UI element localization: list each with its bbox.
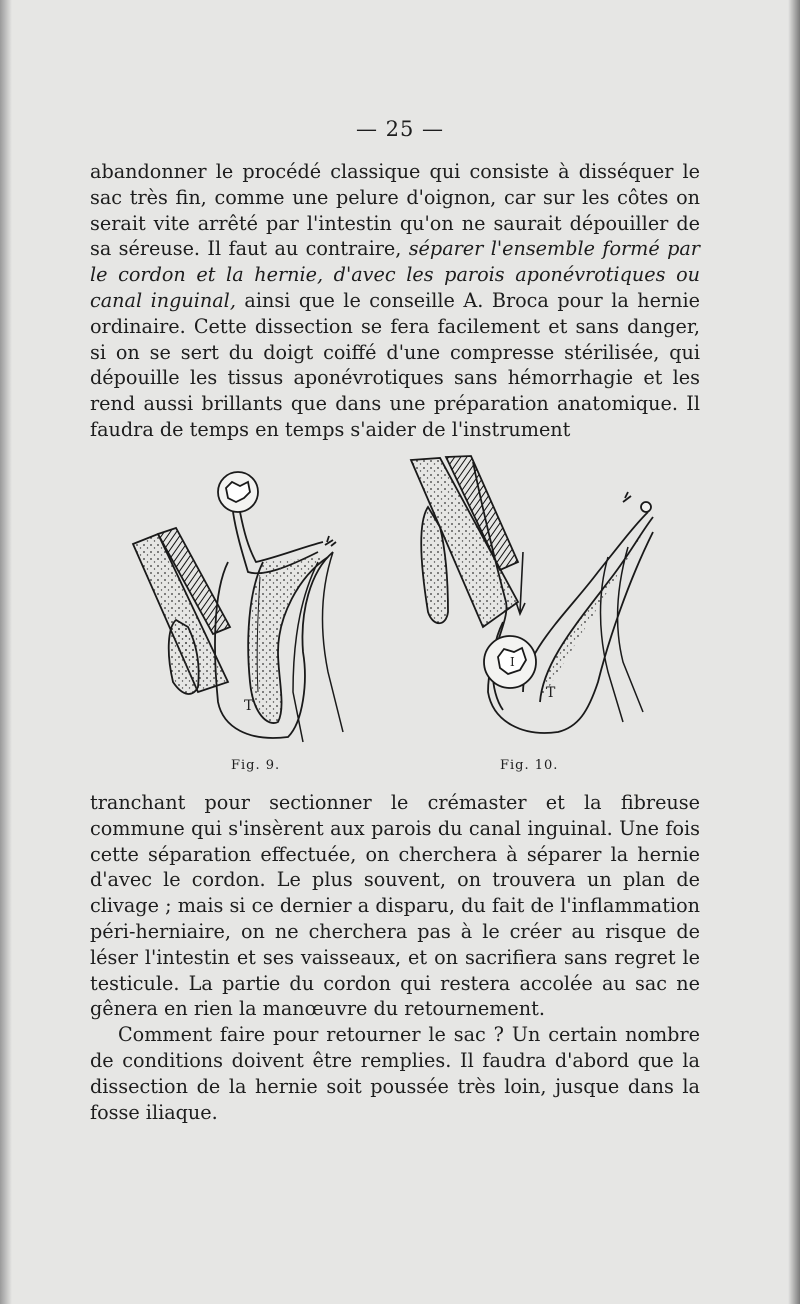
figure-9-drawing xyxy=(133,472,343,742)
figure-10-caption: Fig. 10. xyxy=(500,758,559,773)
anatomical-figures xyxy=(128,452,688,752)
fig10-label-T: T xyxy=(546,685,556,701)
paragraph-continuation: tranchant pour sectionner le crémaster et la fibreuse commune qui s'insèrent aux parois du canal inguinal. Une fois cette séparation effectuée, on cherchera à séparer la hernie d'avec le cordon. Le plus souvent, on trouvera un plan de clivage ; mais si ce dernier a disparu, du fait de l'inflammation péri-herniaire, on ne cherchera pas à le créer au risque de léser l'intestin et ses vaisseaux, et on sacrifiera sans regret le testicule. La partie du cordon qui restera accolée au sac ne gênera en rien la manœuvre du retournement. xyxy=(90,791,700,1021)
text-run-normal-1: abandonner le procédé classique qui consiste à disséquer le sac très fin, comme une pelure d'oignon, car sur les côtes on serait vite arrêté par l'intestin qu'on ne saurait dépouiller de sa séreuse. Il faut au contraire, xyxy=(90,160,700,261)
text-run-italic: séparer l'ensemble formé par le cordon et la hernie, d'avec les parois aponévrotiques ou canal inguinal, xyxy=(90,237,700,312)
paragraph-top xyxy=(90,159,700,443)
fig9-label-T: T xyxy=(244,698,254,714)
figure-10-drawing xyxy=(411,456,653,733)
bottom-text-block xyxy=(90,790,700,1125)
paragraph-new: Comment faire pour retourner le sac ? Un certain nombre de conditions doivent être remplies. Il faudra d'abord que la dissection de la hernie soit poussée très loin, jusque dans la fosse iliaque. xyxy=(90,1023,700,1124)
figures-area xyxy=(128,452,688,784)
fig10-label-I: I xyxy=(510,655,515,669)
page-number: — 25 — xyxy=(355,117,445,141)
left-page-edge xyxy=(0,0,12,1304)
text-run-normal-2: ainsi que le conseille A. Broca pour la hernie ordinaire. Cette dissection se fera facilement et sans danger, si on se sert du doigt coiffé d'une compresse stérilisée, qui dépouille les tissus aponévrotiques sans hémorrhagie et les rend aussi brillants que dans une préparation anatomique. Il faudra de temps en temps s'aider de l'instrument xyxy=(90,288,700,441)
figure-9-caption: Fig. 9. xyxy=(231,758,281,773)
top-text-block xyxy=(90,159,700,443)
right-page-edge xyxy=(788,0,800,1304)
